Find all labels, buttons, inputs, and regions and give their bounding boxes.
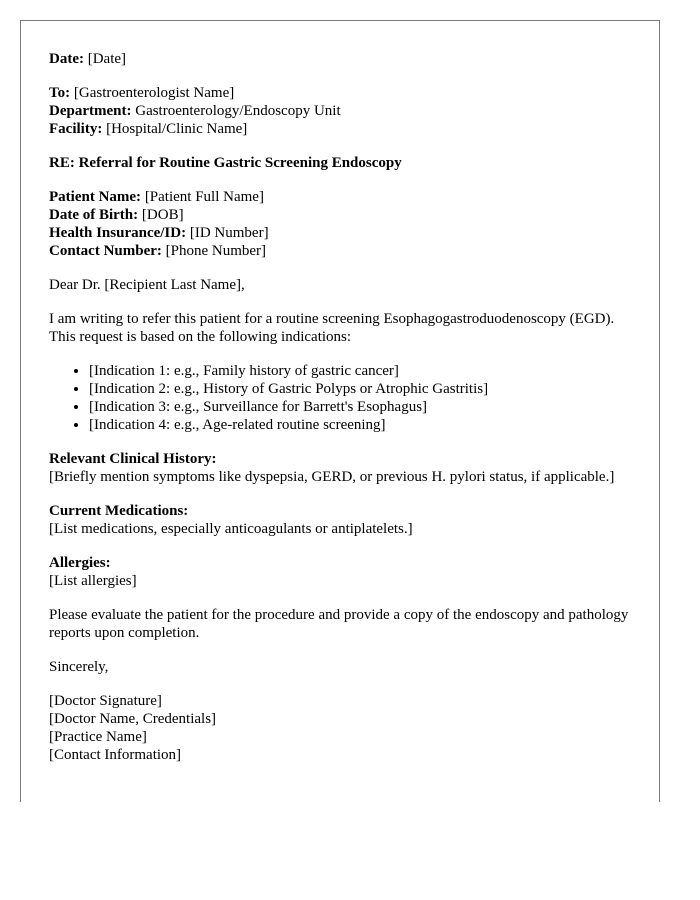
to-label: To: xyxy=(49,85,71,101)
medications-section xyxy=(49,502,631,538)
contact-number-value: [Phone Number] xyxy=(165,243,267,259)
doctor-name: [Doctor Name, Credentials] xyxy=(49,711,217,727)
subject-line xyxy=(49,154,631,172)
clinical-history-heading: Relevant Clinical History: xyxy=(49,451,217,467)
allergies-text: [List allergies] xyxy=(49,573,137,589)
contact-information: [Contact Information] xyxy=(49,747,182,763)
allergies-heading: Allergies: xyxy=(49,555,111,571)
patient-name-label: Patient Name: xyxy=(49,189,142,205)
department-value: Gastroenterology/Endoscopy Unit xyxy=(135,103,341,119)
date-line xyxy=(49,50,631,68)
intro-paragraph: I am writing to refer this patient for a routine screening Esophagogastroduodenoscopy (EGD). This request is based on the following indications: xyxy=(49,311,615,345)
referral-letter xyxy=(20,20,660,802)
department-line xyxy=(49,102,631,120)
to-line xyxy=(49,84,631,102)
insurance-label: Health Insurance/ID: xyxy=(49,225,187,241)
clinical-history-section xyxy=(49,450,631,486)
allergies-section xyxy=(49,554,631,590)
patient-name-value: [Patient Full Name] xyxy=(144,189,264,205)
doctor-signature: [Doctor Signature] xyxy=(49,693,162,709)
list-item: • [Indication 3: e.g., Surveillance for Barrett's Esophagus] xyxy=(89,398,631,416)
to-value: [Gastroenterologist Name] xyxy=(73,85,235,101)
facility-label: Facility: xyxy=(49,121,103,137)
salutation: Dear Dr. [Recipient Last Name], xyxy=(49,277,245,293)
indications-list xyxy=(49,362,631,434)
insurance-line xyxy=(49,224,631,242)
closing: Sincerely, xyxy=(49,659,109,675)
practice-name: [Practice Name] xyxy=(49,729,147,745)
dob-line xyxy=(49,206,631,224)
list-item: • [Indication 1: e.g., Family history of gastric cancer] xyxy=(89,362,631,380)
date-value: [Date] xyxy=(87,51,127,67)
clinical-history-text: [Briefly mention symptoms like dyspepsia, GERD, or previous H. pylori status, if applicable.] xyxy=(49,469,615,485)
department-label: Department: xyxy=(49,103,132,119)
dob-label: Date of Birth: xyxy=(49,207,139,223)
request-paragraph: Please evaluate the patient for the procedure and provide a copy of the endoscopy and pathology reports upon completion. xyxy=(49,607,629,641)
list-item: • [Indication 2: e.g., History of Gastric Polyps or Atrophic Gastritis] xyxy=(89,380,631,398)
medications-heading: Current Medications: xyxy=(49,503,189,519)
recipient-block xyxy=(49,84,631,138)
medications-text: [List medications, especially anticoagulants or antiplatelets.] xyxy=(49,521,413,537)
contact-number-line xyxy=(49,242,631,260)
date-label: Date: xyxy=(49,51,84,67)
insurance-value: [ID Number] xyxy=(189,225,269,241)
facility-line xyxy=(49,120,631,138)
signature-block xyxy=(49,692,631,764)
contact-number-label: Contact Number: xyxy=(49,243,162,259)
dob-value: [DOB] xyxy=(141,207,184,223)
facility-value: [Hospital/Clinic Name] xyxy=(106,121,248,137)
patient-block xyxy=(49,188,631,260)
list-item: • [Indication 4: e.g., Age-related routine screening] xyxy=(89,416,631,434)
subject-text: RE: Referral for Routine Gastric Screening Endoscopy xyxy=(49,155,402,171)
patient-name-line xyxy=(49,188,631,206)
